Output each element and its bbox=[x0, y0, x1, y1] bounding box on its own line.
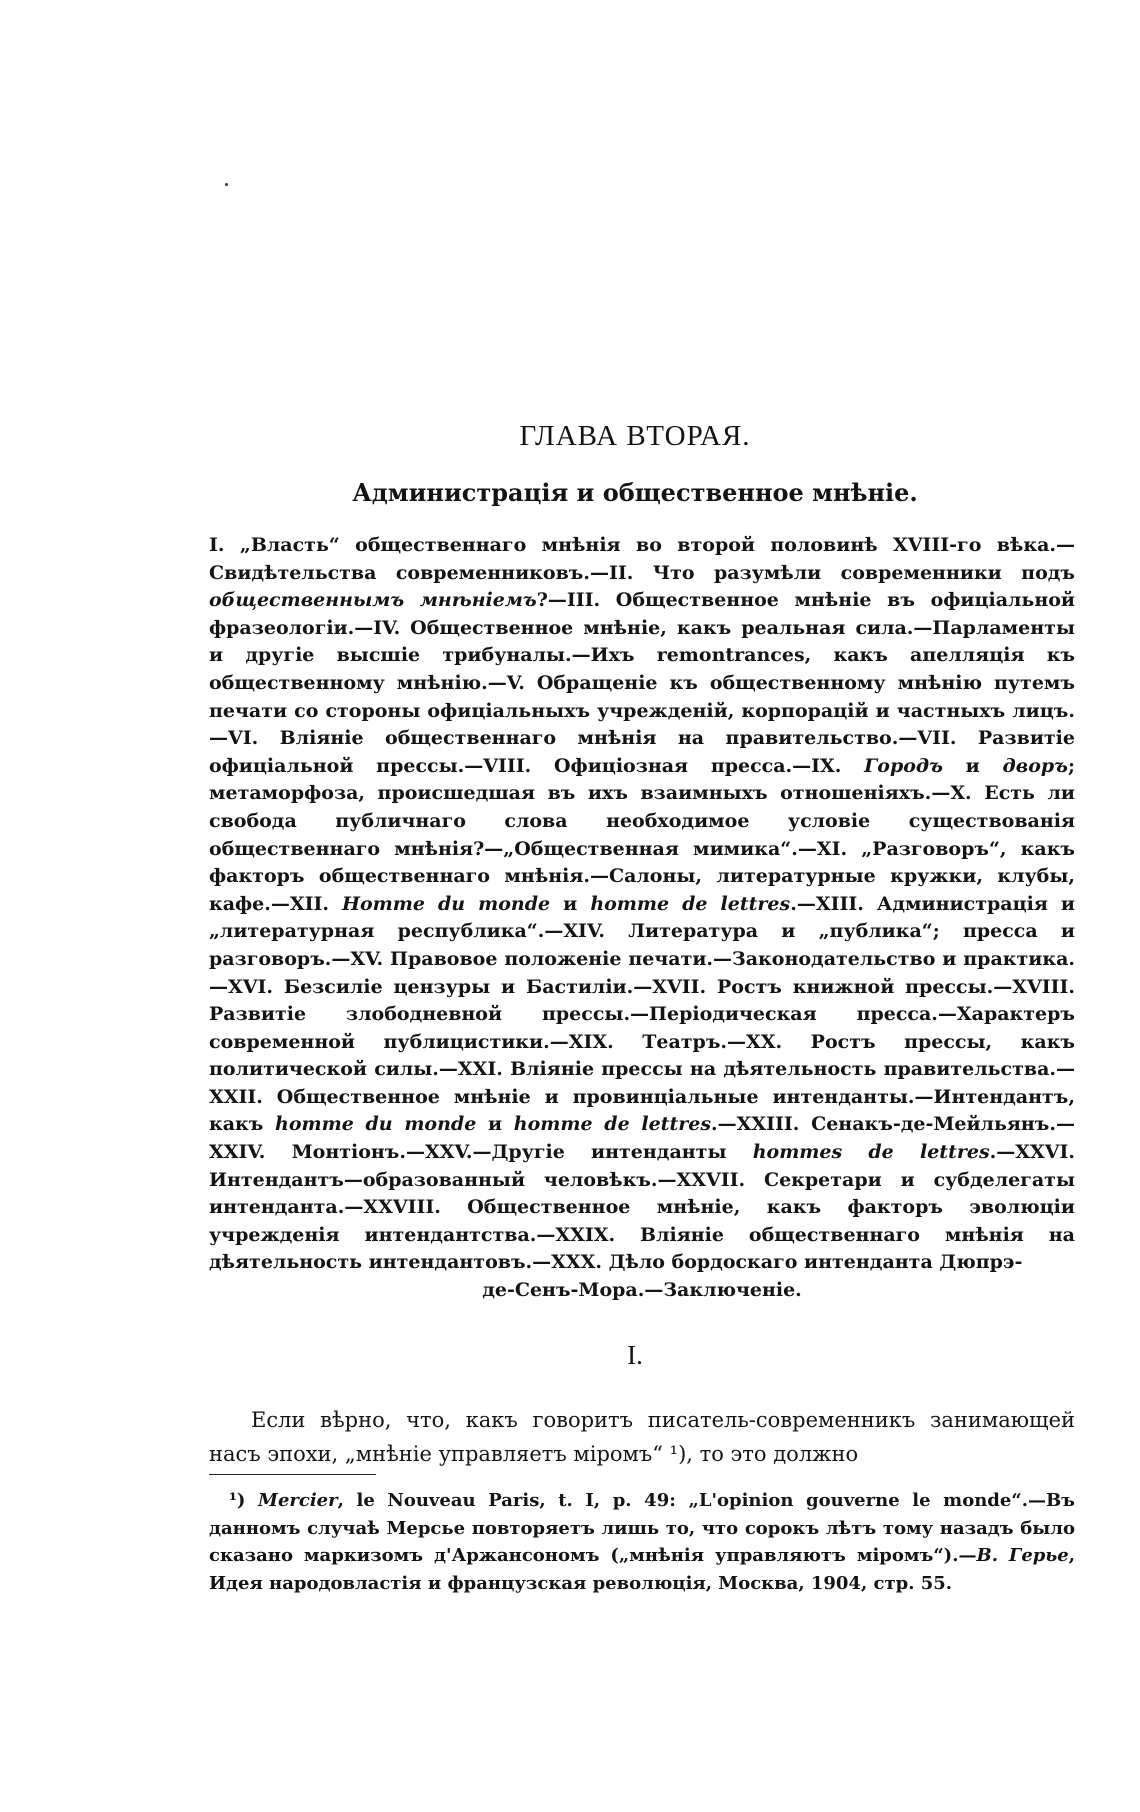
summary-text: ?—III. Общественное мнѣніе въ офиціальной фразеологіи.—IV. Общественное мнѣніе, какъ реальная сила.—Парламенты и другіе высшіе трибуналы.—Ихъ remontrances, какъ апелляція къ общественному мнѣнію.—V. Обращеніе къ общественному мнѣнію путемъ печати со стороны офиціальныхъ учрежденій, корпорацій и частныхъ лицъ.—VI. Вліяніе общественнаго мнѣнія на правительство.—VII. Развитіе офиціальной прессы.—VIII. Офиціозная пресса.—IX. bbox=[209, 589, 1075, 777]
summary-text: I. „Власть“ общественнаго мнѣнія во второй половинѣ XVIII-го вѣка.—Свидѣтельства современниковъ.—II. Что разумѣли современники подъ bbox=[209, 534, 1075, 584]
summary-italic: общественнымъ мнѣніемъ bbox=[209, 589, 537, 612]
summary-text: .—XIII. Администрація и „литературная республика“.—XIV. Литература и „публика“; пресса и разговоръ.—XV. Правовое положеніе печати.—Законодательство и практика.—XVI. Безсиліе цензуры и Бастиліи.—XVII. Ростъ книжной прессы.—XVIII. Развитіе злободневной прессы.—Періодическая пресса.—Характеръ современной публицистики.—XIX. Театръ.—XX. Ростъ прессы, какъ политической силы.—XXI. Вліяніе прессы на дѣятельность правительства.—XXII. Общественное мнѣніе и провинціальные интенданты.—Интендантъ, какъ bbox=[209, 892, 1075, 1136]
footnote-text: , le Nouveau Paris, t. I, p. 49: „L'opinion gouverne le monde“.—Въ данномъ случаѣ Мерсье повторяетъ лишь то, что сорокъ лѣтъ тому назадъ было сказано маркизомъ д'Аржансономъ („мнѣнія управляютъ міромъ“).— bbox=[209, 1490, 1075, 1566]
summary-italic: Homme du monde bbox=[342, 892, 551, 915]
footnote-author: Mercier bbox=[258, 1490, 338, 1511]
footnote bbox=[209, 1487, 1075, 1597]
summary-italic: homme du monde bbox=[275, 1113, 477, 1136]
footnote-divider bbox=[209, 1474, 376, 1475]
footnote-author: В. Герье bbox=[976, 1545, 1069, 1566]
summary-text: .—XXVI. Интендантъ—образованный человѣкъ.—XXVII. Секретари и субделегаты интенданта.—XXVIII. Общественное мнѣніе, какъ факторъ эволюціи учрежденія интендантства.—XXIX. Вліяніе общественнаго мнѣнія на дѣятельность интендантовъ.—XXX. Дѣло бордоскаго интенданта Дюпрэ- bbox=[209, 1141, 1075, 1274]
summary-text: ; метаморфоза, происшедшая въ ихъ взаимныхъ отношеніяхъ.—X. Есть ли свобода публичнаго слова необходимое условіе существованія общественнаго мнѣнія?—„Общественная мимика“.—XI. „Разговоръ“, какъ факторъ общественнаго мнѣнія.—Салоны, литературные кружки, клубы, кафе.—XII. bbox=[209, 754, 1075, 915]
footnote-marker: ¹) bbox=[229, 1490, 246, 1511]
chapter-summary bbox=[209, 532, 1075, 1305]
summary-text: и bbox=[942, 754, 1003, 777]
summary-italic: Городъ bbox=[864, 754, 943, 777]
body-paragraph: Если вѣрно, что, какъ говоритъ писатель-современникъ занимающей насъ эпохи, „мнѣніе управляетъ міромъ“ ¹), то это должно bbox=[209, 1408, 1075, 1466]
footnote-text: , Идея народовластія и французская революція, Москва, 1904, стр. 55. bbox=[209, 1545, 1076, 1594]
page-speck bbox=[225, 183, 228, 186]
summary-text: и bbox=[550, 892, 591, 915]
summary-last-line: де-Сенъ-Мора.—Заключеніе. bbox=[482, 1279, 802, 1302]
summary-italic: дворъ bbox=[1002, 754, 1068, 777]
summary-italic: homme de lettres bbox=[590, 892, 791, 915]
summary-italic: homme de lettres bbox=[513, 1113, 712, 1136]
summary-text: .—XXIII. Сенакъ-де-Мейльянъ.—XXIV. Монтіонъ.—XXV.—Другіе интенданты bbox=[209, 1113, 1075, 1164]
chapter-subtitle: Администрація и общественное мнѣніе. bbox=[352, 478, 918, 507]
summary-italic: hommes de lettres bbox=[752, 1141, 990, 1164]
summary-text: и bbox=[476, 1113, 514, 1136]
chapter-title: ГЛАВА ВТОРАЯ. bbox=[519, 420, 751, 452]
section-numeral: I. bbox=[627, 1340, 643, 1370]
